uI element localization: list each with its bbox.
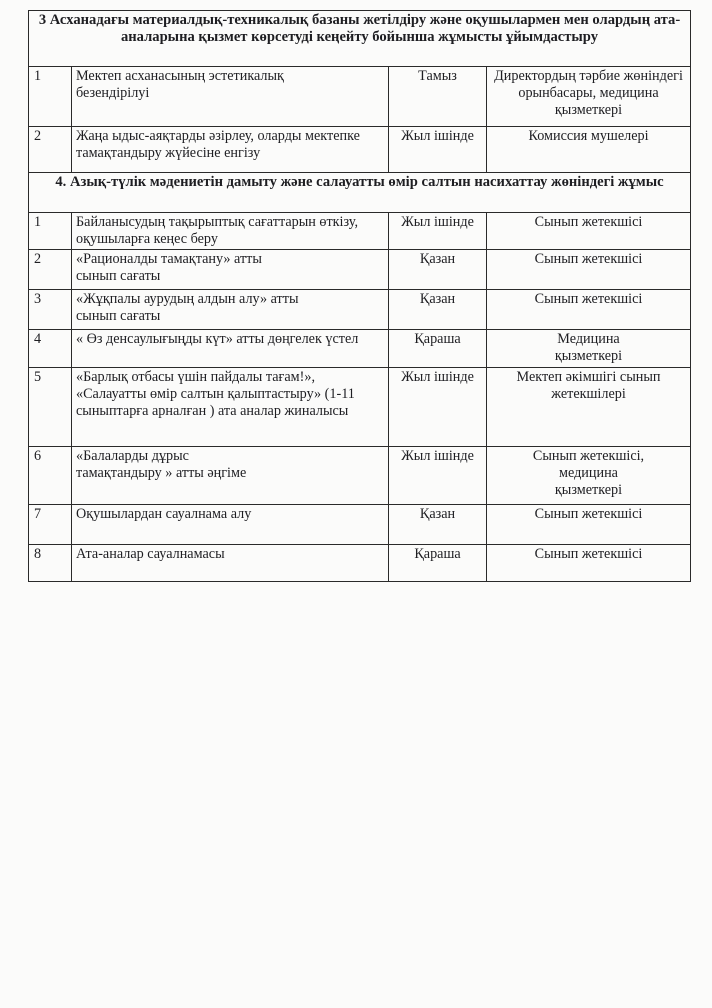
section-title: 4. Азық-түлік мәдениетін дамыту және салауатты өмір салтын насихаттау жөніндегі жұмыс	[29, 173, 691, 213]
row-number-cell: 6	[29, 447, 72, 505]
table-row	[29, 213, 691, 250]
date-cell: Қараша	[389, 545, 487, 582]
activity-cell: « Өз денсаулығыңды күт» атты дөңгелек үстел	[72, 330, 389, 368]
responsible-cell: Сынып жетекшісі	[487, 290, 691, 330]
responsible-cell: Сынып жетекшісі	[487, 545, 691, 582]
activity-cell: «Барлық отбасы үшін пайдалы тағам!», «Салауатты өмір салтын қалыптастыру» (1-11 сыныптарға арналған ) ата аналар жиналысы	[72, 368, 389, 447]
table-row	[29, 447, 691, 505]
responsible-cell: Сынып жетекшісі	[487, 213, 691, 250]
responsible-cell: Медицина қызметкері	[487, 330, 691, 368]
row-number-cell: 1	[29, 213, 72, 250]
table-row	[29, 67, 691, 127]
activity-cell: Жаңа ыдыс-аяқтарды әзірлеу, оларды мектепке тамақтандыру жүйесіне енгізу	[72, 127, 389, 173]
section-header-row	[29, 173, 691, 213]
responsible-cell: Сынып жетекшісі, медицина қызметкері	[487, 447, 691, 505]
table-row	[29, 127, 691, 173]
row-number-cell: 1	[29, 67, 72, 127]
activity-cell: Байланысудың тақырыптық сағаттарын өткізу, оқушыларға кеңес беру	[72, 213, 389, 250]
row-number-cell: 5	[29, 368, 72, 447]
table-row	[29, 368, 691, 447]
table-row	[29, 290, 691, 330]
section-title: 3 Асханадағы материалдық-техникалық базаны жетілдіру және оқушылармен мен олардың ата-аналарына қызмет көрсетуді кеңейту бойынша жұмысты ұйымдастыру	[29, 11, 691, 67]
responsible-cell: Сынып жетекшісі	[487, 505, 691, 545]
table-row	[29, 330, 691, 368]
row-number-cell: 8	[29, 545, 72, 582]
responsible-cell: Директордың тәрбие жөніндегі орынбасары, медицина қызметкері	[487, 67, 691, 127]
row-number-cell: 4	[29, 330, 72, 368]
row-number-cell: 3	[29, 290, 72, 330]
activity-cell: «Жұқпалы аурудың алдын алу» атты сынып сағаты	[72, 290, 389, 330]
activity-cell: Оқушылардан сауалнама алу	[72, 505, 389, 545]
row-number-cell: 2	[29, 127, 72, 173]
date-cell: Қазан	[389, 290, 487, 330]
section-header-row	[29, 11, 691, 67]
date-cell: Жыл ішінде	[389, 213, 487, 250]
plan-table	[28, 10, 691, 582]
date-cell: Қараша	[389, 330, 487, 368]
activity-cell: «Рационалды тамақтану» атты сынып сағаты	[72, 250, 389, 290]
date-cell: Жыл ішінде	[389, 447, 487, 505]
row-number-cell: 7	[29, 505, 72, 545]
date-cell: Қазан	[389, 505, 487, 545]
activity-cell: Ата-аналар сауалнамасы	[72, 545, 389, 582]
activity-cell: «Балаларды дұрыс тамақтандыру » атты әңгіме	[72, 447, 389, 505]
activity-cell: Мектеп асханасының эстетикалық безендірілуі	[72, 67, 389, 127]
table-row	[29, 545, 691, 582]
responsible-cell: Комиссия мушелері	[487, 127, 691, 173]
date-cell: Жыл ішінде	[389, 368, 487, 447]
date-cell: Жыл ішінде	[389, 127, 487, 173]
table-row	[29, 505, 691, 545]
responsible-cell: Сынып жетекшісі	[487, 250, 691, 290]
row-number-cell: 2	[29, 250, 72, 290]
date-cell: Тамыз	[389, 67, 487, 127]
table-row	[29, 250, 691, 290]
responsible-cell: Мектеп әкімшігі сынып жетекшілері	[487, 368, 691, 447]
date-cell: Қазан	[389, 250, 487, 290]
